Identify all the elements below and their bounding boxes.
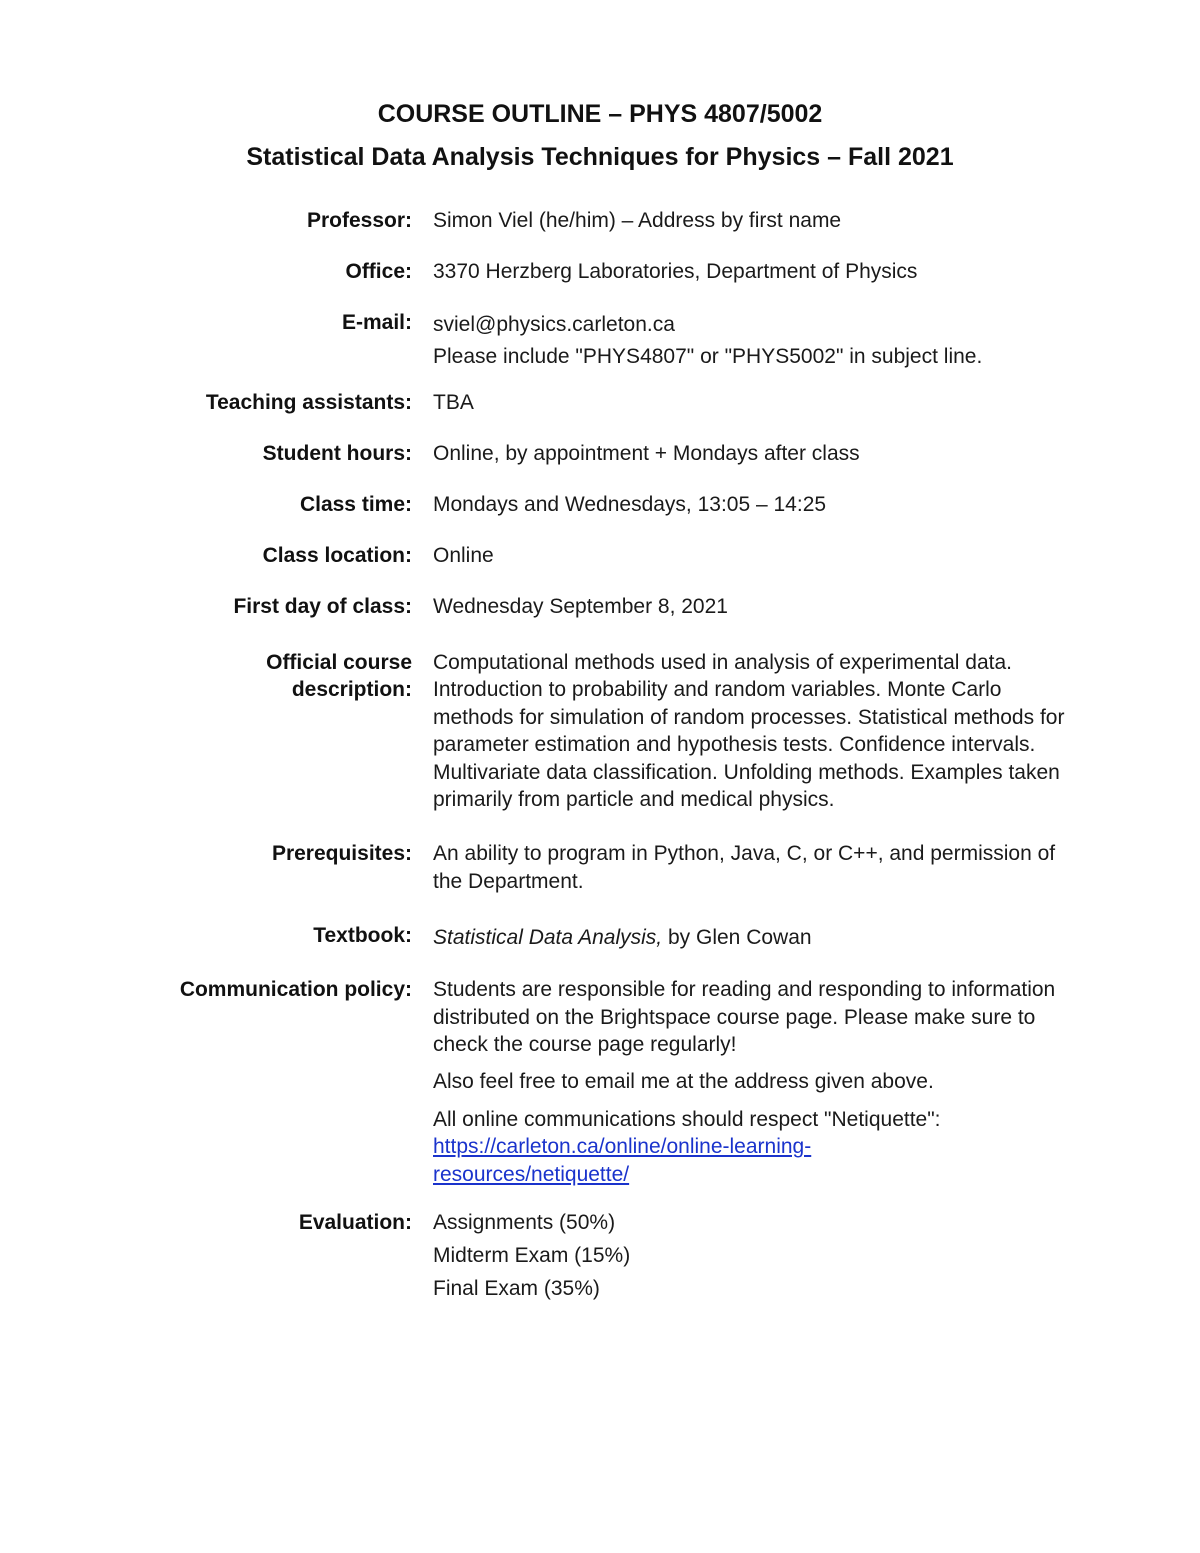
professor-value: Simon Viel (he/him) – Address by first name [433, 209, 842, 232]
row-student-hours [0, 440, 1200, 468]
evaluation-list [433, 1209, 1083, 1305]
row-email [0, 309, 1200, 373]
tas-value: TBA [433, 391, 474, 414]
student-hours-value: Online, by appointment + Mondays after class [433, 442, 860, 465]
row-office [0, 258, 1200, 286]
course-info-table [0, 207, 1200, 1305]
class-time-label: Class time: [299, 493, 412, 516]
communication-value [433, 976, 1083, 1188]
netiquette-link[interactable] [433, 1133, 1083, 1188]
email-address[interactable]: sviel@physics.carleton.ca [433, 313, 675, 336]
document-subtitle: Statistical Data Analysis Techniques for Physics – Fall 2021 [246, 143, 954, 171]
netiquette-link-line2[interactable]: resources/netiquette/ [433, 1162, 630, 1186]
textbook-label: Textbook: [313, 924, 412, 948]
row-prerequisites [0, 840, 1200, 895]
office-label: Office: [345, 260, 412, 283]
textbook-author: by Glen Cowan [662, 926, 812, 950]
email-value [433, 309, 1083, 373]
student-hours-label: Student hours: [262, 442, 412, 465]
netiquette-link-line1[interactable]: https://carleton.ca/online/online-learning- [433, 1135, 812, 1159]
row-communication-policy [0, 976, 1200, 1188]
evaluation-item: Assignments (50%) [433, 1211, 616, 1235]
description-label-line2: description: [291, 678, 412, 702]
row-evaluation [0, 1209, 1200, 1305]
communication-label: Communication policy: [179, 978, 412, 1002]
description-label-line1: Official course [266, 651, 412, 674]
textbook-title: Statistical Data Analysis, [433, 926, 663, 950]
class-time-value: Mondays and Wednesdays, 13:05 – 14:25 [433, 493, 827, 516]
row-professor [0, 207, 1200, 235]
row-first-day [0, 593, 1200, 621]
row-teaching-assistants [0, 389, 1200, 417]
description-label [0, 649, 412, 704]
communication-para1: Students are responsible for reading and responding to information distributed on the Brightspace course page. Please make sure to check the course page regularly! [433, 978, 1056, 1057]
prerequisites-label: Prerequisites: [271, 842, 412, 866]
description-value: Computational methods used in analysis of experimental data. Introduction to probability and random variables. Monte Carlo methods for simulation of random processes. Statistical methods for parameter estimation and hypothesis tests. Confidence intervals. Multivariate data classification. Unfolding methods. Examples taken primarily from particle and medical physics. [433, 651, 1065, 812]
row-class-location [0, 542, 1200, 570]
email-label: E-mail: [341, 311, 412, 334]
textbook-value [433, 922, 1083, 954]
row-course-description [0, 649, 1200, 813]
first-day-value: Wednesday September 8, 2021 [433, 595, 728, 618]
class-location-value: Online [433, 544, 494, 567]
office-value: 3370 Herzberg Laboratories, Department of Physics [433, 260, 918, 283]
prerequisites-value: An ability to program in Python, Java, C, or C++, and permission of the Department. [433, 842, 1056, 893]
communication-para2: Also feel free to email me at the address given above. [433, 1070, 934, 1094]
document-title: COURSE OUTLINE – PHYS 4807/5002 [377, 100, 823, 128]
row-textbook [0, 922, 1200, 954]
tas-label: Teaching assistants: [205, 391, 412, 414]
class-location-label: Class location: [262, 544, 412, 567]
email-note: Please include "PHYS4807" or "PHYS5002" in subject line. [433, 345, 983, 368]
evaluation-item: Final Exam (35%) [433, 1277, 600, 1301]
evaluation-label: Evaluation: [298, 1211, 412, 1235]
evaluation-item: Midterm Exam (15%) [433, 1244, 631, 1268]
first-day-label: First day of class: [233, 595, 412, 618]
row-class-time [0, 491, 1200, 519]
communication-para3: All online communications should respect "Netiquette": [433, 1107, 941, 1131]
professor-label: Professor: [306, 209, 412, 232]
